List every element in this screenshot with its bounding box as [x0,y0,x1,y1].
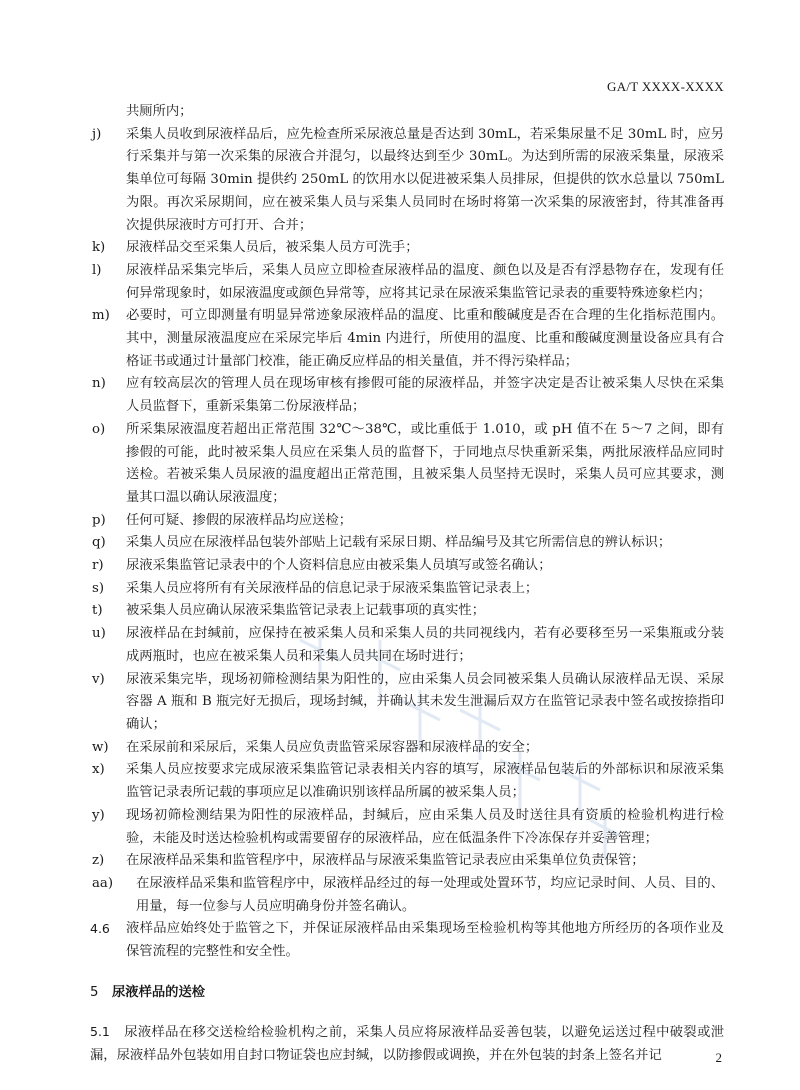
item-text [126,532,724,555]
item-label: p) [92,512,106,528]
item-line: 品应同时送检。若被采集人员尿液的温度超出正常范围，且被采集人员坚持无误时，采集人员 [126,444,725,483]
continuation-line: 共厕所内； [126,104,193,119]
item-label: o) [92,421,106,437]
item-label: x) [92,762,105,778]
item-label: k) [92,240,106,256]
list-item [92,805,724,850]
list-item [92,578,724,601]
item-line: 尿液样品在封缄前，应保持在被采集人员和采集人员的共同视线内，若有必要移至另一采集瓶 [126,626,684,642]
item-label: q) [92,535,106,551]
item-line: 应有较高层次的管理人员在现场审核有掺假可能的尿液样品，并签字决定是否让被采集人尽快 [126,376,684,392]
list-item [92,305,724,373]
item-label: z) [92,853,105,869]
list-item [92,737,724,760]
item-text [126,419,724,510]
item-label: w) [92,739,109,755]
item-text [126,669,724,737]
item-line: 在尿液样品采集和监管程序中，尿液样品与尿液采集监管记录表应由采集单位负责保管； [126,853,645,869]
list-item [92,759,724,804]
section-number: 5 [90,984,99,1000]
item-line: 采集人员应按要求完成尿液采集监管记录表相关内容的填写，尿液样品包装后的外部标识和尿 [126,762,684,778]
item-text [126,555,724,578]
section-title: 尿液样品的送检 [112,984,206,1000]
item-line: 在采集人员监督下，重新采集第二份尿液样品； [126,376,725,415]
clause-text [126,918,724,963]
item-line: 围内。其中，测量尿液温度应在采尿完毕后 4min 内进行，所使用的温度、比重和酸碱度测量 [126,308,725,347]
item-line: 在采尿前和采尿后，采集人员应负责监管采尿容器和尿液样品的安全； [126,739,539,755]
item-line: 现场初筛检测结果为阳性的尿液样品，封缄后，应由采集人员及时送往具有资质的检验机构进 [126,807,697,823]
item-text [126,373,724,418]
item-line: 殊迹象栏内； [631,285,712,301]
page-number: 2 [715,1050,722,1065]
list-item [92,555,724,578]
clause-4-6 [90,918,724,963]
item-text [126,737,724,760]
list-item [92,669,724,737]
item-text [126,124,724,238]
item-line: 采集人员应在尿液样品包装外部贴上记载有采尿日期、样品编号及其它所需信息的辨认标识； [126,535,672,551]
item-label: t) [92,603,103,619]
list-item [92,532,724,555]
item-label: m) [92,308,110,324]
clause-line: 业及保管流程的完整性和安全性。 [126,921,725,960]
list-item [92,600,724,623]
item-label: v) [92,671,105,687]
item-line: 被采集人员应确认尿液采集监管记录表上记载事项的真实性； [126,603,486,619]
item-line: 或分装成两瓶时，也应在被采集人员和采集人员共同在场时进行； [126,626,725,664]
item-text [126,623,724,668]
item-line: 或按捺指印确认； [126,694,725,732]
document-body [92,101,724,1068]
item-text [126,578,724,601]
item-text [126,759,724,804]
item-text [126,600,724,623]
list-item [92,237,724,260]
item-label: r) [92,558,104,574]
item-text [126,805,724,850]
item-line: 有掺假的可能，此时被采集人员应在采集人员的监督下，于同地点尽快重新采集，两批尿液样 [126,421,724,460]
item-text [126,305,724,373]
item-label: l) [92,262,102,278]
item-line: 设备应具有合格证书或通过计量部门校准，能正确反应样品的相关量值，并不得污染样品； [126,331,724,369]
item-line: 尿液采集完毕，现场初筛检测结果为阳性的，应由采集人员会同被采集人员确认尿液样品无误、 [126,671,698,687]
clause-line: 液样品应始终处于监管之下，并保证尿液样品由采集现场至检验机构等其他地方所经历的各项作 [126,921,698,937]
item-text [136,873,724,918]
item-text [126,260,724,305]
clause-number: 4.6 [90,921,110,937]
item-label: n) [92,376,106,392]
item-line: 任何可疑、掺假的尿液样品均应送检； [126,512,353,528]
clause-line: 或泄漏，尿液样品外包装如用自封口物证袋也应封缄，以防掺假或调换，并在外包装的封条上签名并记 [90,1025,725,1064]
clause-5-1 [90,1021,724,1067]
item-text [126,510,724,533]
list-item [92,373,724,418]
list-item [92,873,724,918]
document-code: GA/T XXXX-XXXX [607,79,724,94]
item-label: u) [92,626,106,642]
item-line: 采集人员收到尿液样品后，应先检查所采尿液总量是否达到 30mL，若采集尿量不足 30mL 时， [126,126,698,142]
item-line: 液密封，待其准备再次提供尿液时方可打开、合并； [126,194,725,233]
item-line: 尿液样品交至采集人员后，被采集人员方可洗手； [126,240,419,256]
item-line: 所采集尿液温度若超出正常范围 32℃～38℃，或比重低于 1.010，或 pH 值不在 5～7 之间，即 [126,421,711,437]
item-line: 液采集监管记录表所记载的事项应足以准确识别该样品所属的被采集人员； [126,762,725,801]
item-line: 总量以 750mL 为限。再次采尿期间，应在被采集人员与采集人员同时在场时将第一次采集的尿 [126,172,724,210]
clause-number: 5.1 [90,1024,110,1040]
list-item [92,623,724,668]
item-line: 可应其要求，测量其口温以确认尿液温度； [126,467,725,505]
list-item [92,510,724,533]
item-line: 在尿液样品采集和监管程序中，尿液样品经过的每一处理或处置环节，均应记录时间、人员、 [136,875,684,891]
item-line: 尿液样品采集完毕后，采集人员应立即检查尿液样品的温度、颜色以及是否有浮悬物存在，发 [126,262,684,278]
item-text [126,237,724,260]
item-label: y) [92,807,105,823]
item-line: 现有任何异常现象时，如尿液温度或颜色异常等，应将其记录在尿液采集监管记录表的重要特 [126,262,725,301]
item-line: 量，尿液采集单位可每隔 30min 提供约 250mL 的饮用水以促进被采集人员排尿，但提供的饮水 [126,149,724,188]
item-line: 采集人员应将所有有关尿液样品的信息记录于尿液采集监管记录表上； [126,580,539,596]
item-label: j) [92,126,102,142]
item-text [126,850,724,873]
item-label: aa) [92,875,114,891]
item-line: 尿液采集监管记录表中的个人资料信息应由被采集人员填写或签名确认； [126,558,552,574]
clause-line: 尿液样品在移交送检给检验机构之前，采集人员应将尿液样品妥善包装，以避免运送过程中破裂 [123,1025,698,1041]
list-item [92,124,724,238]
section-heading-5 [90,982,724,1005]
list-item [92,260,724,305]
item-line: 行检验，未能及时送达检验机构或需要留存的尿液样品，应在低温条件下冷冻保存并妥善管理； [126,807,724,846]
list-item [92,850,724,873]
item-line: 目的、用量，每一位参与人员应明确身份并签名确认。 [136,875,725,914]
list-item [92,419,724,510]
item-line: 采尿容器 A 瓶和 B 瓶完好无损后，现场封缄，并确认其未发生泄漏后双方在监管记录表中签名 [126,671,725,710]
item-list [92,124,724,919]
item-line: 必要时，可立即测量有明显异常迹象尿液样品的温度、比重和酸碱度是否在合理的生化指标范 [126,308,684,324]
item-line: 应另行采集并与第一次采集的尿液合并混匀，以最终达到至少 30mL。为达到所需的尿液采集 [126,126,725,165]
item-label: s) [92,580,105,596]
